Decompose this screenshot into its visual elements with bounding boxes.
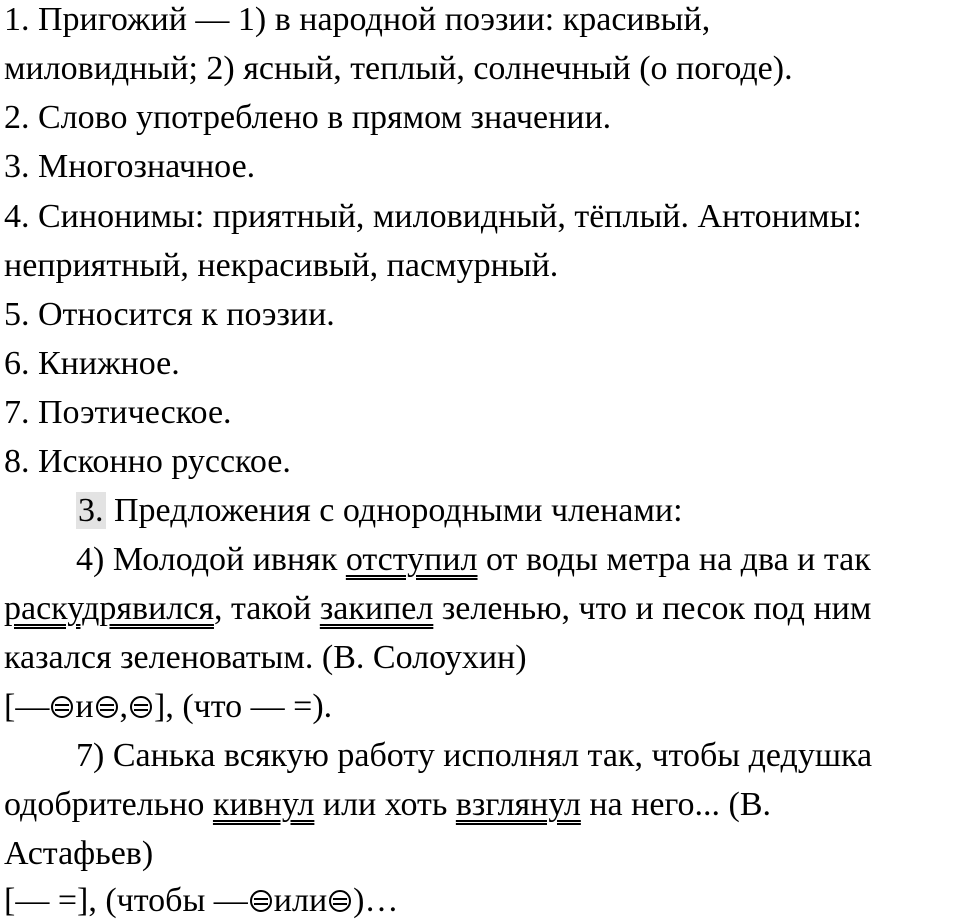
example-4-line-2 [4, 589, 871, 629]
predicate-underlined: взглянул [455, 786, 581, 823]
homogeneous-member-circle-icon [51, 696, 73, 718]
answer-line-7: 5. Относится к поэзии. [4, 296, 335, 333]
answer-line-8: 6. Книжное. [4, 345, 180, 382]
scheme-segment: , [119, 688, 129, 725]
scheme-segment: )… [353, 882, 399, 919]
example-4-line-1 [76, 540, 871, 580]
task-heading [76, 491, 683, 531]
task-number-highlight: 3. [78, 492, 104, 529]
example-7-line-3: Астафьев) [4, 835, 154, 872]
homogeneous-member-circle-icon [130, 696, 152, 718]
text-segment: на него... (В. [580, 786, 772, 823]
answer-line-5: 4. Синонимы: приятный, миловидный, тёплый. Антонимы: [4, 198, 862, 235]
scheme-segment: ], (что — =). [154, 688, 333, 725]
text-segment: 4) Молодой ивняк [76, 541, 346, 578]
predicate-underlined: закипел [319, 590, 434, 627]
homogeneous-member-circle-icon [96, 696, 118, 718]
example-7-line-1: 7) Санька всякую работу исполнял так, чтобы дедушка [76, 737, 873, 774]
text-segment: , такой [213, 590, 320, 627]
answer-line-6: неприятный, некрасивый, пасмурный. [4, 247, 559, 284]
text-segment: зеленью, что и песок под ним [433, 590, 872, 627]
answer-line-9: 7. Поэтическое. [4, 394, 232, 431]
predicate-underlined: раскудрявился [4, 590, 214, 627]
homogeneous-member-circle-icon [329, 890, 351, 912]
predicate-underlined: отступил [345, 541, 478, 578]
scheme-segment: [— =], (чтобы — [4, 882, 248, 919]
example-4-line-3: казался зеленоватым. (В. Солоухин) [4, 639, 527, 676]
answer-line-2: миловидный; 2) ясный, теплый, солнечный (о погоде). [4, 50, 793, 87]
text-segment: или хоть [314, 786, 456, 823]
answer-line-3: 2. Слово употреблено в прямом значении. [4, 99, 612, 136]
answer-line-10: 8. Исконно русское. [4, 443, 291, 480]
predicate-underlined: кивнул [212, 786, 315, 823]
answer-line-1: 1. Пригожий — 1) в народной поэзии: красивый, [4, 1, 711, 38]
text-segment: от воды метра на два и так [477, 541, 871, 578]
text-segment: одобрительно [4, 786, 213, 823]
answer-line-4: 3. Многозначное. [4, 148, 256, 185]
scheme-segment: [— [4, 688, 50, 725]
homogeneous-member-circle-icon [250, 890, 272, 912]
example-4-scheme [4, 687, 332, 727]
scheme-segment: и [75, 688, 94, 725]
scheme-segment: или [273, 882, 328, 919]
example-7-line-2 [4, 785, 771, 825]
task-heading-text: Предложения с однородными членами: [105, 492, 683, 529]
example-7-scheme [4, 881, 398, 921]
